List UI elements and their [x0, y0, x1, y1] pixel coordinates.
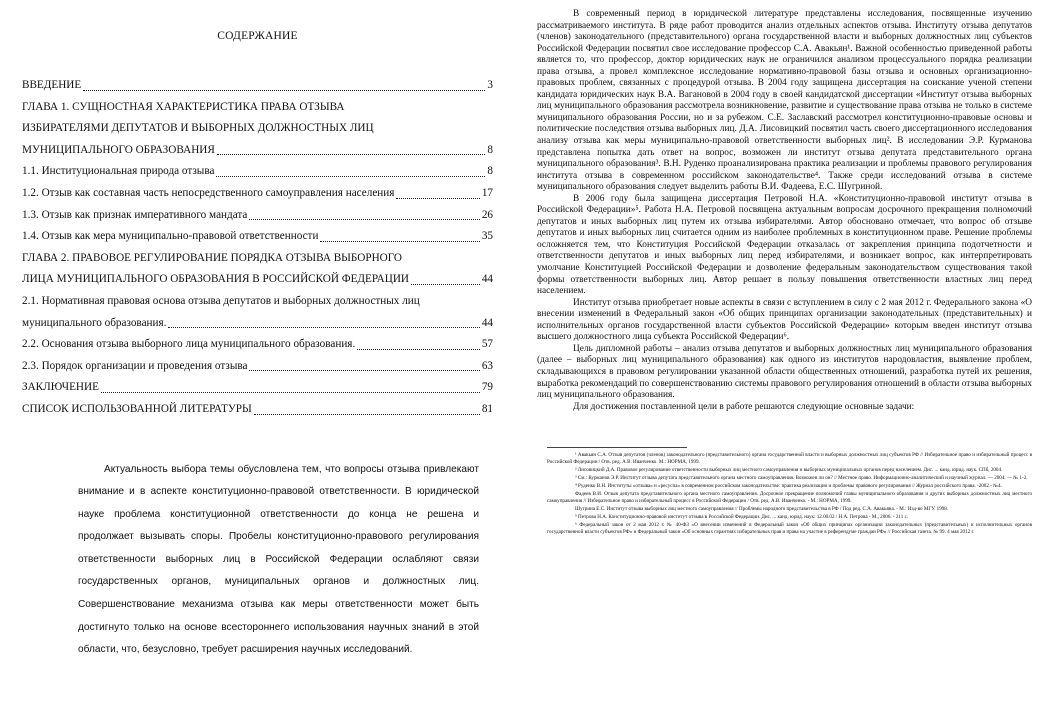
toc-page-number: 26 [481, 208, 493, 221]
relevance-paragraph: Актуальность выбора темы обусловлена тем, что вопросы отзыва привлекают внимание и в аспекте конституционно-правовой ответственности. В юридической науке проблема конституционной ответственности до конца не решена и продолжает вызывать споры. Пробелы конституционно-правового регулирования ответственности выборных лиц в Российской Федерации ослабляют связи государственных органов, муниципальных органов и должностных лиц. Совершенствование механизма отзыва как меры ответственности может быть достигнуто только на основе всестороннего использования научных знаний в этой области, что, безусловно, требует расширения научных исследований. [78, 463, 479, 656]
body-paragraph: Для достижения поставленной цели в работе решаются следующие основные задачи: [573, 401, 915, 412]
toc-entry-label: 1.3. Отзыв как признак императивного мандата [22, 208, 248, 221]
toc-leader-dots [396, 198, 479, 199]
footnote: ¹ Авакьян С.А. Отзыв депутатов (членов) законодательного (представительного) органа государственной власти и выборных должностных лиц субъектов РФ // Избирательное право и избирательный процесс в Российской Федерации / Отв. ред. А.В. Иванченко. М.: НОРМА, 1999. [547, 452, 1032, 465]
table-of-contents [22, 75, 493, 421]
footnote: Шугрина Е.С. Институт отзыва выборных лиц местного самоуправления // Проблемы народного представительства в РФ / Под ред. С.А. Авакьяна. - М.: Изд-во МГУ. 1998. [575, 505, 949, 512]
toc-page-number: 17 [481, 186, 493, 199]
toc-entry[interactable] [22, 75, 493, 97]
footnotes-section [537, 447, 1032, 536]
toc-entry[interactable] [22, 313, 493, 335]
toc-entry[interactable] [22, 226, 493, 248]
toc-page-number: 63 [481, 359, 493, 372]
toc-entry-label: 1.2. Отзыв как составная часть непосредственного самоуправления населения [22, 186, 395, 199]
footnote: ³ См.: Курманов Э.Р. Институт отзыва депутата представительного органа местного самоуправления. Возможен ли он? // Местное право. Информационно-аналитический и научный журнал. — 2004. — № 1-2. [575, 475, 1028, 482]
body-paragraph: В современный период в юридической литературе представлены исследования, посвященные изучению рассматриваемого института. В ряде работ проводится анализ отдельных аспектов отзыва. Институту отзыва депутатов (членов) законодательного (представительного) органа государственной власти и выборных должностных лиц субъектов Российской Федерации посвятил свое исследование профессор С.А. Авакьян¹. Важной особенностью приведенной работы является то, что профессор, доктор юридических наук не ограничился анализом процессуального порядка реализации права отзыва, а провел комплексное исследование нормативно-правовой базы отзыва и основных организационно-правовых проблем, связанных с процедурой отзыва. В 2004 году защищена диссертация на соискание ученой степени кандидата юридических наук В.А. Вагановой в 2004 году в своей кандидатской диссертации «Институт отзыва выборных лиц муниципального образования рассмотрела возникновение, развитие и существование права отзыва не только в системе муниципального образования России, но и за рубежом. С.Е. Заславский рассмотрел конституционно-правовые основы и политические последствия отзыва выборных лиц. Д.А. Лисовицкий посвятил часть своего диссертационного исследования анализу отзыва как меры муниципально-правовой ответственности выборных лиц². В исследовании Э.Р. Курманова представлена попытка дать ответ на вопрос, возможен ли институт отзыва депутата представительного органа муниципального образования³. В.Н. Руденко проанализирована практика реализации и проблемы правового регулирования института отзыва в современном российском законодательстве⁴. Также среди исследований отзыва в системе муниципального образования следует выделить работы В.И. Фадеева, Е.С. Шугриной. [537, 9, 1032, 193]
toc-title: СОДЕРЖАНИЕ [217, 30, 298, 42]
toc-entry[interactable] [22, 356, 493, 378]
toc-leader-dots [216, 176, 485, 177]
toc-entry-line: ИЗБИРАТЕЛЯМИ ДЕПУТАТОВ И ВЫБОРНЫХ ДОЛЖНОСТНЫХ ЛИЦ [22, 122, 374, 135]
toc-entry-label: ЛИЦА МУНИЦИПАЛЬНОГО ОБРАЗОВАНИЯ В РОССИЙСКОЙ ФЕДЕРАЦИИ [22, 273, 409, 286]
toc-entry-label: муниципального образования. [22, 316, 167, 329]
relevance-section [22, 459, 493, 662]
toc-leader-dots [249, 370, 479, 371]
toc-leader-dots [101, 392, 480, 393]
toc-leader-dots [217, 154, 486, 155]
toc-entry-label: ВВЕДЕНИЕ [22, 79, 82, 91]
footnote: ² Лисовицкий Д.А. Правовое регулирование ответственности выборных лиц местного самоуправления и выборных муниципальных органов перед населением. Дис. ... канд. юрид. наук. СПб, 2004. [575, 467, 1003, 474]
footnote: Фадеев В.И. Отзыв депутата представительного органа местного самоуправления. Досрочное прекращение полномочий главы муниципального образования и других выборных должностных лиц местного самоуправления // Избирательное право и избирательный процесс в Российской Федерации / Отв. ред. А.В. Иванченко. - М.: НОРМА, 1999. [547, 491, 1032, 504]
toc-entry[interactable] [22, 399, 493, 421]
toc-page-number: 57 [481, 338, 493, 351]
toc-entry[interactable] [22, 140, 493, 162]
footnote: ⁴ Руденко В.Н. Институты «отзыва» и «ресуспа» в современном российском законодательстве: практика реализации и проблемы правового регулирования // Журнал российского права. -2002.- №4. [575, 483, 1002, 490]
toc-entry-label: 1.1. Институциональная природа отзыва [22, 165, 215, 178]
toc-entry[interactable] [22, 205, 493, 227]
toc-page-number: 8 [487, 165, 493, 178]
toc-page-number: 3 [487, 79, 493, 91]
toc-leader-dots [83, 90, 485, 91]
footnote: ⁶ Федеральный закон от 2 мая 2012 г. № 40-ФЗ «О внесении изменений в Федеральный закон «Об общих принципах организации законодательных (представительных) и исполнительных органов государственной власти субъектов РФ» и Федеральный закон «Об основных гарантиях избирательных прав и права на участие в референдуме граждан РФ» // Российская газета. № 99. 4 мая 2012 г. [547, 522, 1032, 535]
toc-entry-label: МУНИЦИПАЛЬНОГО ОБРАЗОВАНИЯ [22, 143, 215, 156]
toc-entry-label: 1.4. Отзыв как мера муниципально-правовой ответственности [22, 230, 319, 243]
toc-leader-dots [411, 284, 480, 285]
toc-entry-label: 2.3. Порядок организации и проведения отзыва [22, 359, 248, 372]
toc-page-number: 79 [481, 381, 493, 394]
footnote-list [547, 452, 1032, 536]
body-paragraph: Институт отзыва приобретает новые аспекты в связи с вступлением в силу с 2 мая 2012 г. Федерального закона «О внесении изменений в Федеральный закон «Об общих принципах организации законодательных (представительных) и исполнительных органов государственной власти субъектов Российской Федерации» которым введен институт отзыва высшего должностного лица субъекта Российской Федерации⁶. [537, 297, 1032, 343]
toc-entry-label: СПИСОК ИСПОЛЬЗОВАННОЙ ЛИТЕРАТУРЫ [22, 402, 252, 415]
toc-entry-line: ГЛАВА 1. СУЩНОСТНАЯ ХАРАКТЕРИСТИКА ПРАВА ОТЗЫВА [22, 100, 345, 113]
footnote-separator [547, 447, 687, 448]
toc-entry-label: ЗАКЛЮЧЕНИЕ [22, 381, 99, 394]
toc-entry[interactable] [22, 334, 493, 356]
toc-leader-dots [249, 219, 479, 220]
toc-page-number: 44 [481, 273, 493, 286]
toc-entry-label: 2.2. Основания отзыва выборного лица муниципального образования. [22, 338, 356, 351]
toc-page-number: 81 [481, 402, 493, 415]
main-text [537, 9, 1032, 413]
toc-page-number: 44 [481, 316, 493, 329]
toc-leader-dots [357, 349, 480, 350]
toc-entry-line: ГЛАВА 2. ПРАВОВОЕ РЕГУЛИРОВАНИЕ ПОРЯДКА ОТЗЫВА ВЫБОРНОГО [22, 251, 402, 264]
toc-leader-dots [254, 414, 480, 415]
left-page [0, 0, 515, 720]
toc-leader-dots [168, 327, 479, 328]
toc-entry[interactable] [22, 269, 493, 291]
body-paragraph: Цель дипломной работы – анализ отзыва депутатов и выборных должностных лиц муниципального образования (далее – выборных лиц муниципального образования) как одного из институтов народовластия, выявление проблем, складывающихся в правовом регулировании указанной области общественных отношений, разработка путей их решения, выработка рекомендаций по совершенствованию системы правового регулирования отношений в области отзыва выборных лиц муниципального образования. [537, 343, 1032, 401]
toc-entry-line: 2.1. Нормативная правовая основа отзыва депутатов и выборных должностных лиц [22, 294, 420, 307]
toc-leader-dots [320, 241, 479, 242]
toc-entry[interactable] [22, 161, 493, 183]
toc-page-number: 35 [481, 230, 493, 243]
body-paragraph: В 2006 году была защищена диссертация Петровой Н.А. «Конституционно-правовой институт отзыва в Российской Федерации»⁵. Работа Н.А. Петровой посвящена актуальным вопросам досрочного прекращения полномочий депутатов и иных выборных лиц путем их отзыва избирателями. Автор обосновано отмечает, что вопрос об отзыве депутатов и иных выборных лиц считается одним из наиболее проблемных в конституционном праве. Решение проблемы осложняется тем, что Конституция Российской Федерации отказалась от закрепления принципа подотчетности и ответственности депутатов и иных выборных лиц перед избирателями, и возникает вопрос, как интерпретировать умолчание Конституцией Российской Федерации и дозволение федеральным законодательством существования такой формы ответственности выборных лиц. Автор решает в пользу повышения ответственности властных лиц перед населением. [537, 193, 1032, 297]
footnote: ⁵ Петрова Н.А. Конституционно-правовой институт отзыва в Российской Федерации. Дис. ... канд. юрид. наук: 12.00.02 / Н.А. Петрова - М., 2006. - 211 с. [575, 514, 909, 521]
toc-entry[interactable] [22, 377, 493, 399]
toc-entry[interactable] [22, 183, 493, 205]
toc-page-number: 8 [487, 143, 493, 156]
right-page [523, 0, 1040, 720]
